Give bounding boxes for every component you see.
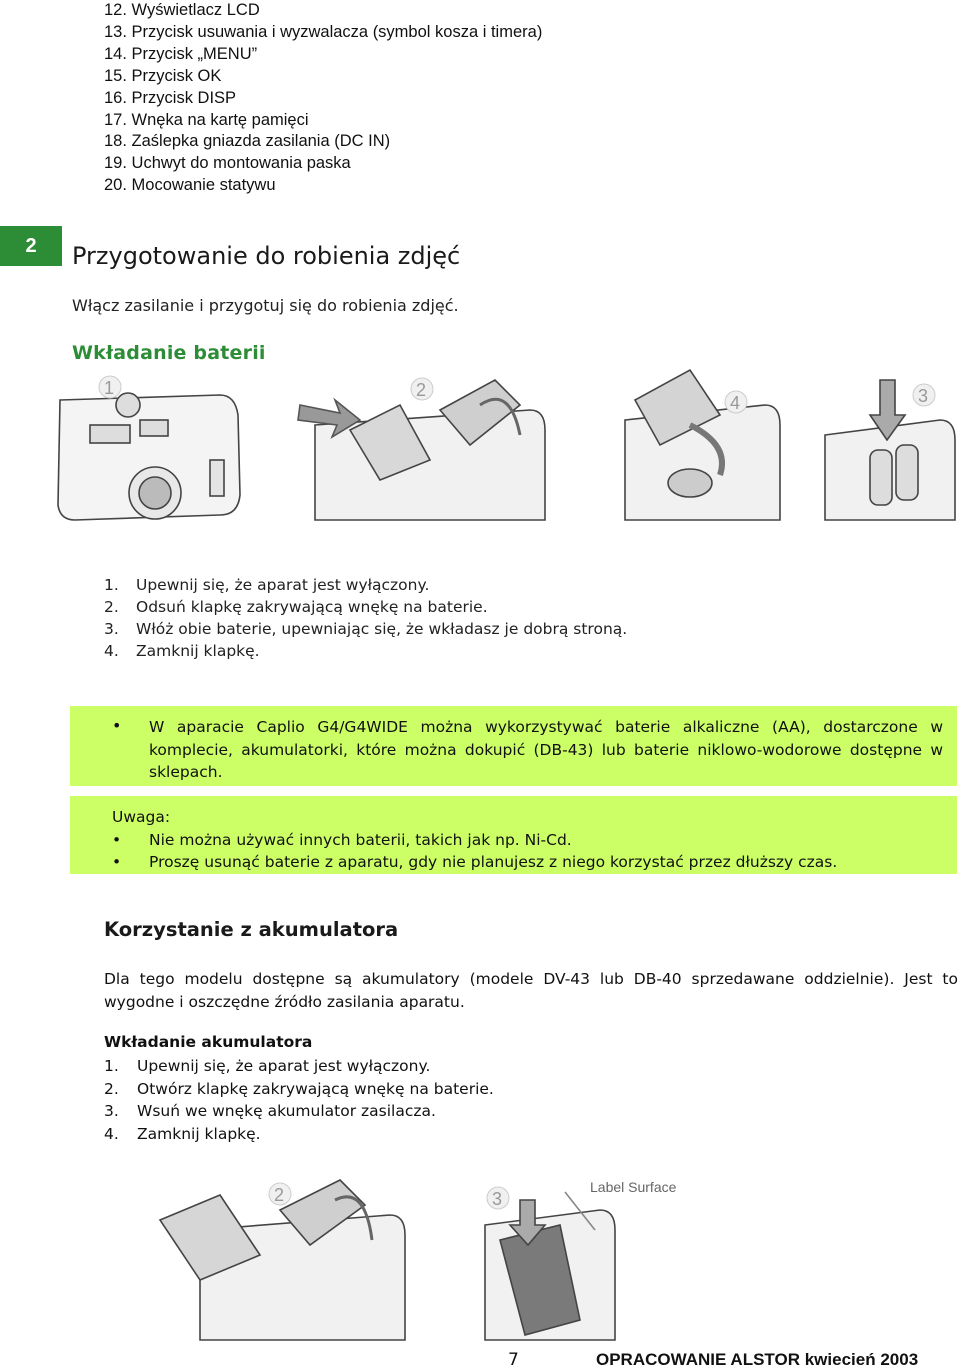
figure-number: 4 [730,393,741,413]
accumulator-illustration [140,1170,700,1345]
camera-open-lid-figure [298,380,545,520]
list-item: 4. Zamknij klapkę. [104,642,260,660]
figure-number: 3 [492,1189,503,1209]
camera-batteries-in-figure [825,380,955,520]
camera-front-figure [58,393,240,520]
component-list [104,0,542,197]
camera-insert-accumulator-figure [485,1192,615,1340]
list-item: 14. Przycisk „MENU” [104,44,258,63]
accumulator-steps [104,1055,494,1145]
page-number: 7 [508,1350,519,1370]
battery-insertion-illustration [50,365,960,530]
bullet: • [112,716,122,735]
list-item: 1. Upewnij się, że aparat jest wyłączony. [104,1057,431,1075]
accumulator-paragraph: Dla tego modelu dostępne są akumulatory (modele DV-43 lub DB-40 sprzedawane oddzielnie). Jest to wygodne i oszczędne źródło zasilania aparatu. [104,970,958,1011]
list-item: 17. Wnęka na kartę pamięci [104,110,309,129]
accumulator-heading: Korzystanie z akumulatora [104,918,399,941]
list-item: 16. Przycisk DISP [104,88,237,107]
list-item: • Proszę usunąć baterie z aparatu, gdy nie planujesz z niego korzystać przez dłuższy czas. [112,853,838,871]
list-item: 13. Przycisk usuwania i wyzwalacza (symbol kosza i timera) [104,22,543,41]
warning-label: Uwaga: [112,808,171,826]
figure-number: 1 [104,378,115,398]
figure-number: 2 [274,1185,285,1205]
list-item: • Nie można używać innych baterii, takich jak np. Ni-Cd. [112,830,572,849]
warning-box [70,796,957,874]
footer-text: OPRACOWANIE ALSTOR kwiecień 2003 [596,1350,919,1369]
section-number-badge: 2 [0,226,62,266]
list-item: 19. Uchwyt do montowania paska [104,154,351,173]
camera-insert-battery-figure [625,370,780,520]
list-item: 12. Wyświetlacz LCD [104,1,260,19]
list-item: 1. Upewnij się, że aparat jest wyłączony. [104,576,430,594]
label-surface-caption: Label Surface [590,1179,677,1195]
figure-number: 3 [918,386,929,406]
accumulator-subheading: Wkładanie akumulatora [104,1033,313,1051]
list-item: 2. Otwórz klapkę zakrywającą wnękę na baterie. [104,1079,494,1098]
battery-note-text: W aparacie Caplio G4/G4WIDE można wykorzystywać baterie alkaliczne (AA), dostarczone w komplecie, akumulatorki, które można dokupić (DB-43) lub baterie niklowo-wodorowe dostępne w sklepach. [149,718,943,781]
section-title: Przygotowanie do robienia zdjęć [72,242,461,270]
list-item: 2. Odsuń klapkę zakrywającą wnękę na baterie. [104,598,488,616]
battery-steps [104,574,627,662]
battery-heading: Wkładanie baterii [72,342,266,364]
list-item: 3. Włóż obie baterie, upewniając się, że wkładasz je dobrą stroną. [104,620,628,638]
list-item: 15. Przycisk OK [104,66,222,85]
list-item: 18. Zaślepka gniazda zasilania (DC IN) [104,132,391,151]
list-item: 20. Mocowanie statywu [104,176,276,195]
list-item: 3. Wsuń we wnękę akumulator zasilacza. [104,1102,436,1120]
list-item: 4. Zamknij klapkę. [104,1124,261,1143]
battery-note-box [70,706,957,786]
figure-number: 2 [416,380,427,400]
section-subtitle: Włącz zasilanie i przygotuj się do robienia zdjęć. [72,296,459,315]
